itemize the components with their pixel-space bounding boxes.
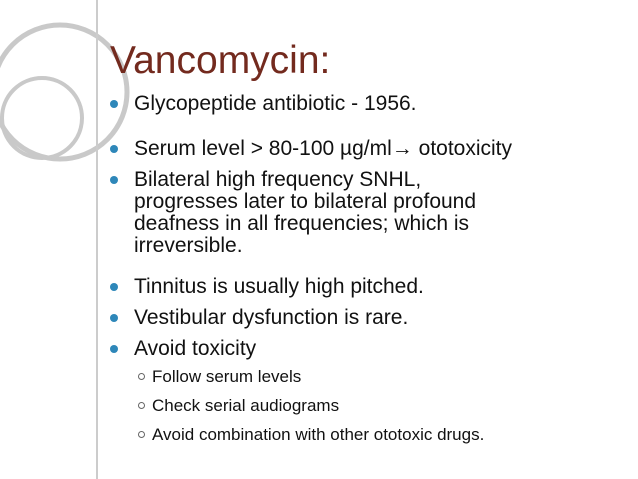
bullet-dot-icon xyxy=(110,283,118,291)
bullet-text: Avoid toxicity xyxy=(134,337,257,360)
slide-title: Vancomycin: xyxy=(110,39,331,82)
bullet-text-line: progresses later to bilateral profound xyxy=(134,190,477,213)
sub-bullet-text: Avoid combination with other ototoxic drugs. xyxy=(152,425,485,444)
bullet-text: Glycopeptide antibiotic - 1956. xyxy=(134,92,417,115)
sub-bullet-text: Check serial audiograms xyxy=(152,396,340,415)
sub-bullet-text: Follow serum levels xyxy=(152,367,302,386)
bullet-text: Vestibular dysfunction is rare. xyxy=(134,306,409,329)
bullet-text-line: irreversible. xyxy=(134,234,243,257)
bullet-text-line: Bilateral high frequency SNHL, xyxy=(134,168,422,191)
bullet-dot-icon xyxy=(110,176,118,184)
bullet-text-line: deafness in all frequencies; which is xyxy=(134,212,470,235)
sub-bullet-ring-icon xyxy=(138,431,145,438)
bullet-dot-icon xyxy=(110,100,118,108)
sub-bullet-ring-icon xyxy=(138,373,145,380)
bullet-text: Tinnitus is usually high pitched. xyxy=(134,275,424,298)
bullet-dot-icon xyxy=(110,314,118,322)
sub-bullet-ring-icon xyxy=(138,402,145,409)
bullet-dot-icon xyxy=(110,145,118,153)
bullet-dot-icon xyxy=(110,345,118,353)
bullet-text: Serum level > 80-100 µg/ml→ ototoxicity xyxy=(134,137,513,160)
